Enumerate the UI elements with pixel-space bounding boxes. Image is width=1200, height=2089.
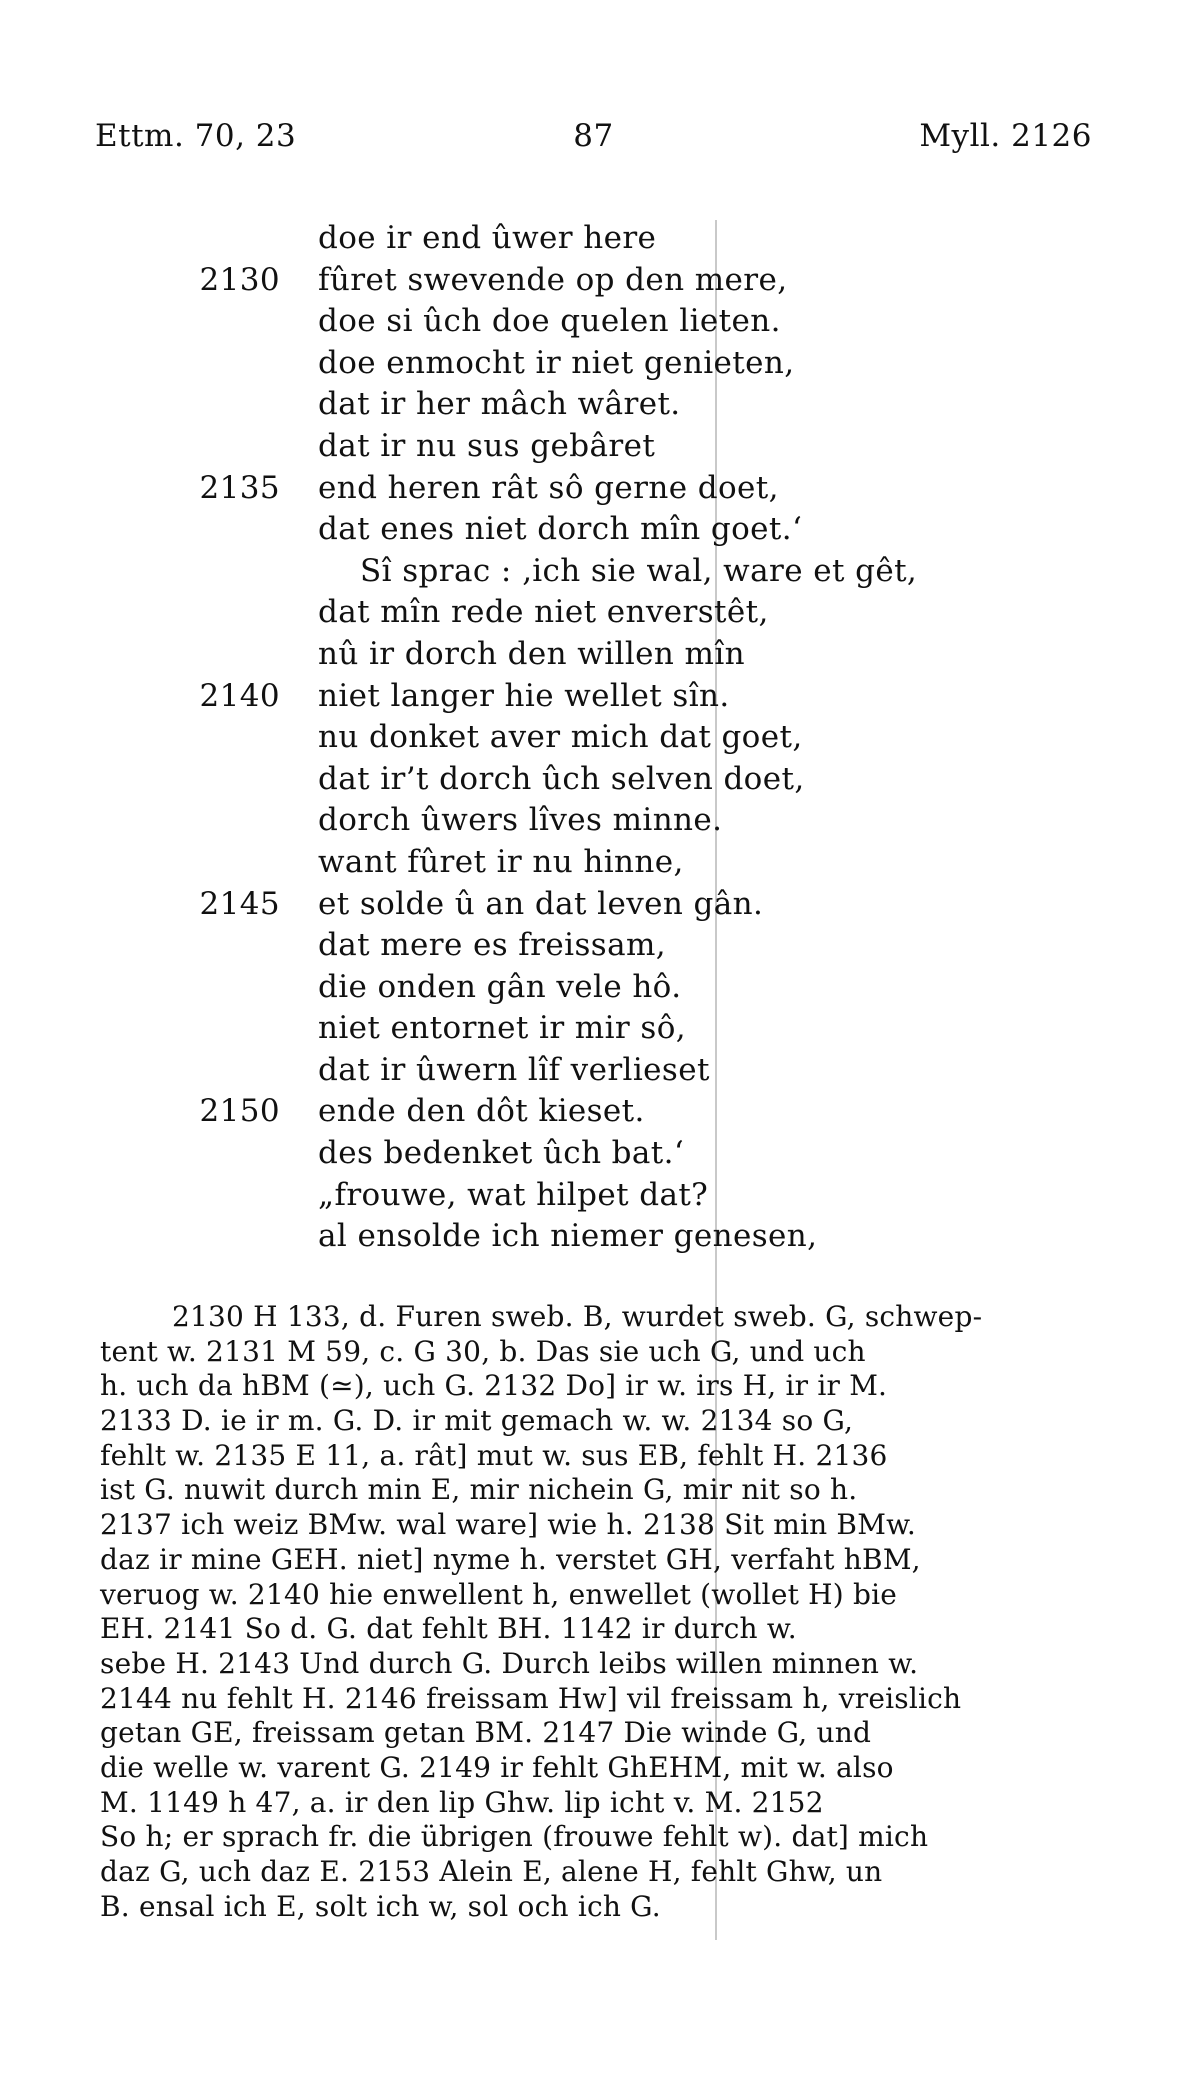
page-number: 87 [573, 118, 614, 154]
verse-text: et solde û an dat leven gân. [318, 885, 764, 922]
verse-line [190, 592, 1090, 634]
verse-text: doe ir end ûwer here [318, 220, 657, 256]
verse-line [190, 1008, 1090, 1050]
verse-line [190, 842, 1090, 884]
apparatus-line: tent w. 2131 M 59, c. G 30, b. Das sie uch G, und uch [100, 1334, 866, 1368]
verse-number: 2135 [199, 469, 280, 506]
apparatus-line: fehlt w. 2135 E 11, a. rât] mut w. sus EB, fehlt H. 2136 [100, 1438, 888, 1472]
verse-line [190, 1091, 1090, 1133]
verse-text: dat ir ûwern lîf verlieset [318, 1051, 710, 1088]
verse-text: dorch ûwers lîves minne. [318, 802, 723, 839]
verse-line [190, 967, 1090, 1009]
verse-line [190, 384, 1090, 426]
verse-line [190, 301, 1090, 343]
apparatus-line: EH. 2141 So d. G. dat fehlt BH. 1142 ir durch w. [100, 1612, 797, 1646]
verse-line [190, 1175, 1090, 1217]
verse-line [190, 1133, 1090, 1175]
verse-text: die onden gân vele hô. [318, 968, 682, 1005]
verse-number: 2140 [199, 677, 280, 714]
verse-text: want fûret ir nu hinne, [318, 843, 684, 880]
apparatus-line: ist G. nuwit durch min E, mir nichein G, mir nit so h. [100, 1473, 858, 1507]
apparatus-line: 2137 ich weiz BMw. wal ware] wie h. 2138 Sit min BMw. [100, 1508, 917, 1542]
verse-text: nû ir dorch den willen mîn [318, 635, 746, 672]
apparatus-line: veruog w. 2140 hie enwellent h, enwellet (wollet H) bie [100, 1577, 898, 1611]
apparatus-line: h. uch da hBM (≃), uch G. 2132 Do] ir w. irs H, ir ir M. [100, 1369, 888, 1403]
verse-text: doe si ûch doe quelen lieten. [318, 303, 781, 340]
verse-line [190, 800, 1090, 842]
verse-text: niet entornet ir mir sô, [318, 1010, 687, 1047]
verse-number: 2130 [199, 261, 280, 298]
verse-text: ende den dôt kieset. [318, 1093, 645, 1130]
verse-text: „frouwe, wat hilpet dat? [318, 1176, 709, 1213]
verse-number: 2150 [199, 1093, 280, 1130]
verse-text: dat ir nu sus gebâret [318, 427, 656, 464]
verse-text: dat ir’t dorch ûch selven doet, [318, 760, 805, 797]
verse-text: dat enes niet dorch mîn goet.‘ [318, 511, 803, 548]
apparatus-line: So h; er sprach fr. die übrigen (frouwe fehlt w). dat] mich [100, 1820, 929, 1854]
apparatus-line: 2130 H 133, d. Furen sweb. B, wurdet sweb. G, schwep- [172, 1300, 983, 1333]
apparatus-line: M. 1149 h 47, a. ir den lip Ghw. lip icht v. M. 2152 [100, 1785, 824, 1819]
verse-block [190, 218, 1090, 1258]
verse-line [190, 925, 1090, 967]
verse-text: al ensolde ich niemer genesen, [318, 1218, 818, 1255]
apparatus-line: B. ensal ich E, solt ich w, sol och ich G. [100, 1889, 661, 1923]
verse-line [190, 509, 1090, 551]
header-right: Myll. 2126 [919, 118, 1092, 154]
verse-text: doe enmocht ir niet genieten, [318, 344, 795, 381]
verse-line [190, 260, 1090, 302]
apparatus-line: daz ir mine GEH. niet] nyme h. verstet GH, verfaht hBM, [100, 1542, 921, 1576]
verse-line [190, 1050, 1090, 1092]
verse-text: nu donket aver mich dat goet, [318, 719, 803, 756]
verse-text: fûret swevende op den mere, [318, 261, 788, 298]
verse-line [190, 218, 1090, 260]
apparatus-line: die welle w. varent G. 2149 ir fehlt GhEHM, mit w. also [100, 1750, 894, 1784]
verse-line [190, 343, 1090, 385]
header-left: Ettm. 70, 23 [95, 118, 297, 154]
apparatus-line: sebe H. 2143 Und durch G. Durch leibs willen minnen w. [100, 1646, 919, 1680]
verse-text: dat mîn rede niet enverstêt, [318, 594, 769, 631]
verse-line [190, 634, 1090, 676]
verse-line [190, 551, 1090, 593]
verse-line [190, 676, 1090, 718]
verse-text: Sî sprac : ‚ich sie wal, ware et gêt, [360, 552, 918, 589]
verse-line [190, 884, 1090, 926]
apparatus-line: daz G, uch daz E. 2153 Alein E, alene H, fehlt Ghw, un [100, 1855, 883, 1888]
verse-line [190, 468, 1090, 510]
page-header [95, 118, 1092, 168]
apparatus-line: 2144 nu fehlt H. 2146 freissam Hw] vil freissam h, vreislich [100, 1681, 962, 1715]
critical-apparatus [100, 1300, 1100, 1924]
verse-text: niet langer hie wellet sîn. [318, 677, 730, 714]
verse-line [190, 426, 1090, 468]
verse-number: 2145 [199, 885, 280, 922]
verse-line [190, 1216, 1090, 1258]
verse-text: dat mere es freissam, [318, 927, 667, 964]
verse-text: dat ir her mâch wâret. [318, 386, 681, 423]
verse-text: end heren rât sô gerne doet, [318, 469, 779, 506]
verse-line [190, 717, 1090, 759]
apparatus-line: getan GE, freissam getan BM. 2147 Die winde G, und [100, 1716, 872, 1750]
verse-line [190, 759, 1090, 801]
verse-text: des bedenket ûch bat.‘ [318, 1135, 685, 1172]
apparatus-line: 2133 D. ie ir m. G. D. ir mit gemach w. w. 2134 so G, [100, 1404, 854, 1438]
